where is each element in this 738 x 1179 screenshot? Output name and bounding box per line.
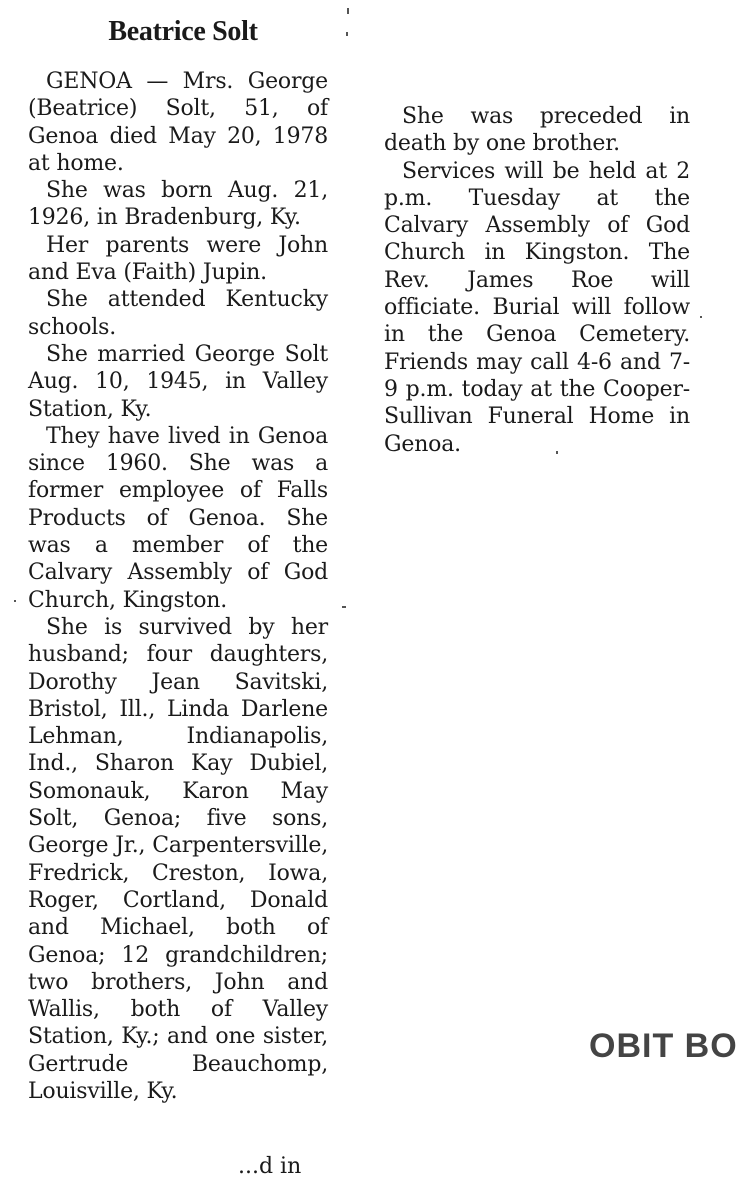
paragraph-services: Services will be held at 2 p.m. Tuesday at the Calvary Assembly of God Church in Kingston. The Rev. James Roe will officiate. Burial will follow in the Genoa Cemetery. Friends may call 4-6 and 7-9 p.m. today at the Cooper-Sullivan Funeral Home in Genoa. bbox=[384, 158, 690, 457]
right-column bbox=[384, 103, 690, 458]
scan-speck bbox=[14, 600, 16, 602]
scan-speck bbox=[346, 32, 348, 36]
paragraph-survivors: She is survived by her husband; four daughters, Dorothy Jean Savitski, Bristol, Ill., Linda Darlene Lehman, Indianapolis, Ind., Sharon Kay Dubiel, Somonauk, Karon May Solt, Genoa; five sons, George Jr., Carpentersville, Fredrick, Creston, Iowa, Roger, Cortland, Donald and Michael, both of Genoa; 12 grandchildren; two brothers, John and Wallis, both of Valley Station, Ky.; and one sister, Gertrude Beauchomp, Louisville, Ky. bbox=[28, 614, 328, 1104]
paragraph-residence: They have lived in Genoa since 1960. She was a former employee of Falls Products of Genoa. She was a member of the Calvary Assembly of God Church, Kingston. bbox=[28, 423, 328, 613]
paragraph-death-notice: GENOA — Mrs. George (Beatrice) Solt, 51, of Genoa died May 20, 1978 at home. bbox=[28, 69, 328, 176]
scan-speck bbox=[556, 451, 558, 454]
cut-off-line bbox=[238, 1150, 328, 1179]
paragraph-schooling: She attended Kentucky schools. bbox=[28, 287, 328, 340]
left-column bbox=[28, 68, 328, 1105]
obituary-headline: Beatrice Solt bbox=[108, 16, 258, 47]
paragraph-marriage: She married George Solt Aug. 10, 1945, in Valley Station, Ky. bbox=[28, 341, 328, 422]
paragraph-parents: Her parents were John and Eva (Faith) Jupin. bbox=[28, 232, 328, 286]
scan-speck bbox=[700, 316, 702, 318]
cut-off-text: ...d in bbox=[238, 1154, 302, 1179]
paragraph-birth: She was born Aug. 21, 1926, in Bradenburg, Ky. bbox=[28, 178, 328, 231]
paragraph-preceded: She was preceded in death by one brother. bbox=[384, 104, 690, 157]
scan-speck bbox=[347, 8, 349, 14]
obit-stamp: OBIT BO bbox=[589, 1027, 738, 1065]
scan-speck bbox=[342, 606, 346, 608]
